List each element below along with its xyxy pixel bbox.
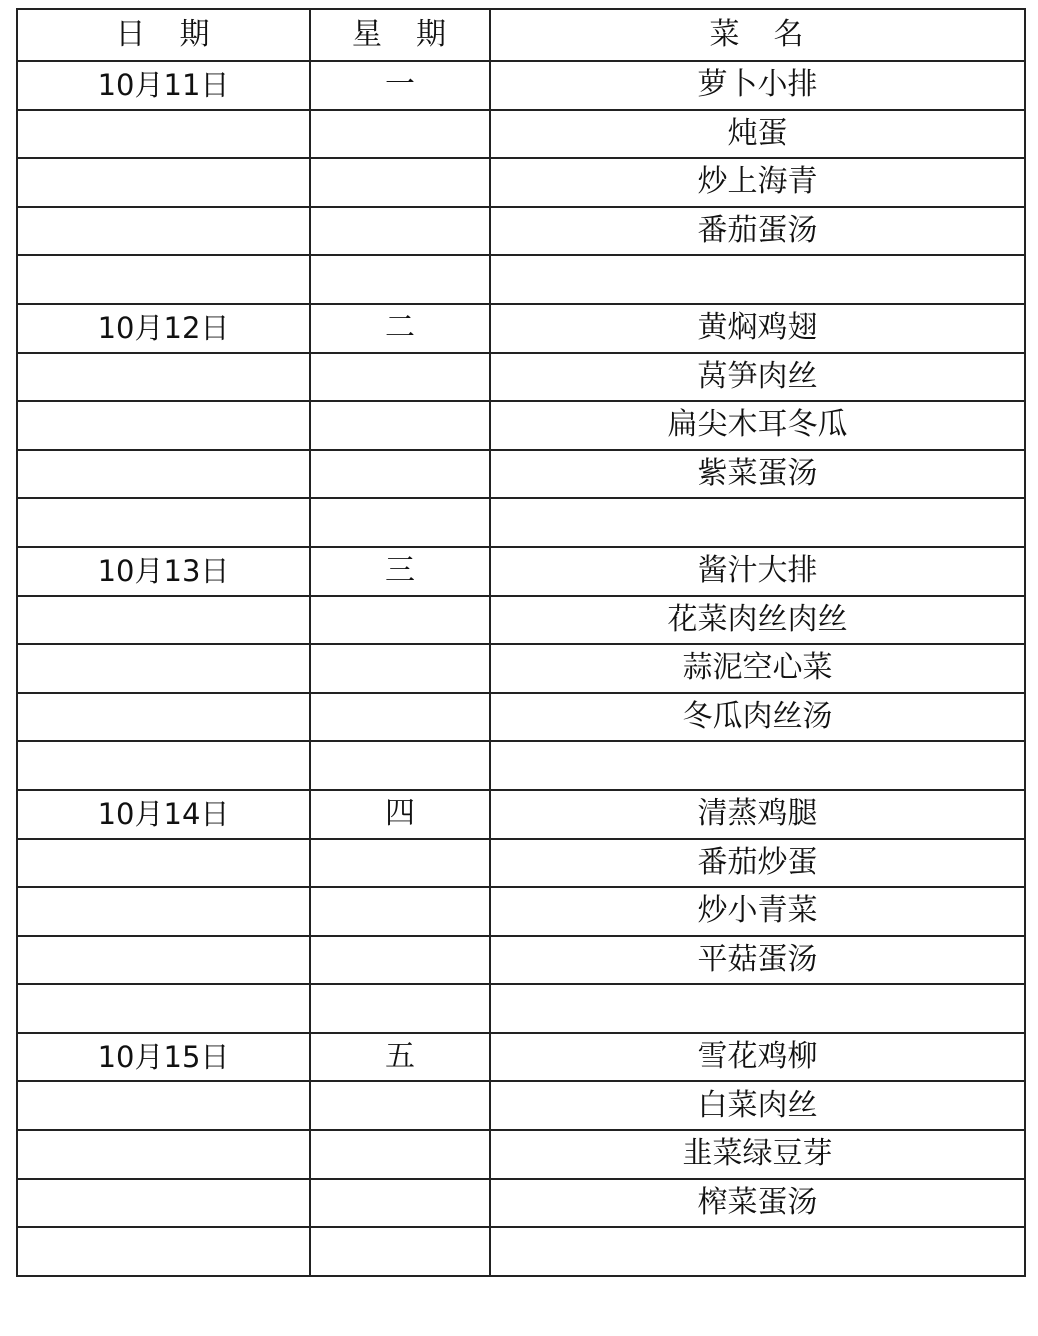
table-row bbox=[17, 304, 1025, 353]
dish-cell bbox=[490, 984, 1025, 1033]
table-row bbox=[17, 839, 1025, 888]
date-cell bbox=[17, 741, 310, 790]
table-row bbox=[17, 498, 1025, 547]
date-cell bbox=[17, 401, 310, 450]
table-row bbox=[17, 790, 1025, 839]
header-dish: 菜 名 bbox=[490, 9, 1025, 61]
dish-cell bbox=[490, 255, 1025, 304]
dish-cell: 榨菜蛋汤 bbox=[490, 1179, 1025, 1228]
dish-cell: 蒜泥空心菜 bbox=[490, 644, 1025, 693]
dish-cell: 酱汁大排 bbox=[490, 547, 1025, 596]
date-cell bbox=[17, 1081, 310, 1130]
date-cell bbox=[17, 1179, 310, 1228]
weekday-cell bbox=[310, 1081, 490, 1130]
weekday-cell bbox=[310, 353, 490, 402]
menu-body bbox=[17, 61, 1025, 1276]
weekday-cell bbox=[310, 401, 490, 450]
date-cell: 10月15日 bbox=[17, 1033, 310, 1082]
weekday-cell: 五 bbox=[310, 1033, 490, 1082]
table-row bbox=[17, 887, 1025, 936]
date-cell bbox=[17, 1130, 310, 1179]
date-cell bbox=[17, 110, 310, 159]
date-cell: 10月12日 bbox=[17, 304, 310, 353]
weekday-cell bbox=[310, 984, 490, 1033]
header-weekday: 星 期 bbox=[310, 9, 490, 61]
dish-cell: 黄焖鸡翅 bbox=[490, 304, 1025, 353]
table-row bbox=[17, 353, 1025, 402]
date-cell bbox=[17, 839, 310, 888]
weekday-cell bbox=[310, 693, 490, 742]
table-row bbox=[17, 61, 1025, 110]
weekday-cell bbox=[310, 741, 490, 790]
weekday-cell: 四 bbox=[310, 790, 490, 839]
dish-cell: 炒小青菜 bbox=[490, 887, 1025, 936]
dish-cell: 炖蛋 bbox=[490, 110, 1025, 159]
date-cell bbox=[17, 887, 310, 936]
dish-cell: 番茄蛋汤 bbox=[490, 207, 1025, 256]
dish-cell bbox=[490, 498, 1025, 547]
table-row bbox=[17, 741, 1025, 790]
dish-cell: 平菇蛋汤 bbox=[490, 936, 1025, 985]
date-cell bbox=[17, 498, 310, 547]
date-cell bbox=[17, 353, 310, 402]
dish-cell: 清蒸鸡腿 bbox=[490, 790, 1025, 839]
date-cell: 10月11日 bbox=[17, 61, 310, 110]
table-row bbox=[17, 644, 1025, 693]
weekday-cell: 三 bbox=[310, 547, 490, 596]
dish-cell: 韭菜绿豆芽 bbox=[490, 1130, 1025, 1179]
date-cell bbox=[17, 644, 310, 693]
date-cell bbox=[17, 450, 310, 499]
weekday-cell bbox=[310, 839, 490, 888]
table-row bbox=[17, 207, 1025, 256]
table-row bbox=[17, 1081, 1025, 1130]
dish-cell bbox=[490, 1227, 1025, 1276]
date-cell bbox=[17, 207, 310, 256]
table-row bbox=[17, 450, 1025, 499]
date-cell: 10月14日 bbox=[17, 790, 310, 839]
table-row bbox=[17, 547, 1025, 596]
table-row bbox=[17, 158, 1025, 207]
weekday-cell bbox=[310, 207, 490, 256]
weekday-cell bbox=[310, 158, 490, 207]
date-cell bbox=[17, 1227, 310, 1276]
table-row bbox=[17, 401, 1025, 450]
weekday-cell bbox=[310, 596, 490, 645]
table-row bbox=[17, 255, 1025, 304]
dish-cell: 白菜肉丝 bbox=[490, 1081, 1025, 1130]
table-row bbox=[17, 1033, 1025, 1082]
date-cell bbox=[17, 984, 310, 1033]
date-cell bbox=[17, 596, 310, 645]
dish-cell: 莴笋肉丝 bbox=[490, 353, 1025, 402]
table-row bbox=[17, 110, 1025, 159]
date-cell: 10月13日 bbox=[17, 547, 310, 596]
weekday-cell bbox=[310, 1179, 490, 1228]
dish-cell: 花菜肉丝肉丝 bbox=[490, 596, 1025, 645]
weekday-cell bbox=[310, 1130, 490, 1179]
table-row bbox=[17, 1130, 1025, 1179]
table-row bbox=[17, 693, 1025, 742]
header-date: 日 期 bbox=[17, 9, 310, 61]
dish-cell: 扁尖木耳冬瓜 bbox=[490, 401, 1025, 450]
weekday-cell bbox=[310, 450, 490, 499]
table-row bbox=[17, 984, 1025, 1033]
dish-cell: 炒上海青 bbox=[490, 158, 1025, 207]
weekday-cell: 二 bbox=[310, 304, 490, 353]
dish-cell: 萝卜小排 bbox=[490, 61, 1025, 110]
table-row bbox=[17, 1227, 1025, 1276]
date-cell bbox=[17, 936, 310, 985]
dish-cell: 紫菜蛋汤 bbox=[490, 450, 1025, 499]
dish-cell: 番茄炒蛋 bbox=[490, 839, 1025, 888]
weekday-cell bbox=[310, 644, 490, 693]
date-cell bbox=[17, 693, 310, 742]
weekday-cell: 一 bbox=[310, 61, 490, 110]
weekday-cell bbox=[310, 498, 490, 547]
table-row bbox=[17, 596, 1025, 645]
date-cell bbox=[17, 255, 310, 304]
menu-table bbox=[16, 8, 1026, 1277]
table-row bbox=[17, 1179, 1025, 1228]
header-row bbox=[17, 9, 1025, 61]
weekday-cell bbox=[310, 1227, 490, 1276]
weekday-cell bbox=[310, 255, 490, 304]
weekday-cell bbox=[310, 887, 490, 936]
table-row bbox=[17, 936, 1025, 985]
dish-cell bbox=[490, 741, 1025, 790]
dish-cell: 雪花鸡柳 bbox=[490, 1033, 1025, 1082]
weekday-cell bbox=[310, 936, 490, 985]
dish-cell: 冬瓜肉丝汤 bbox=[490, 693, 1025, 742]
weekday-cell bbox=[310, 110, 490, 159]
date-cell bbox=[17, 158, 310, 207]
